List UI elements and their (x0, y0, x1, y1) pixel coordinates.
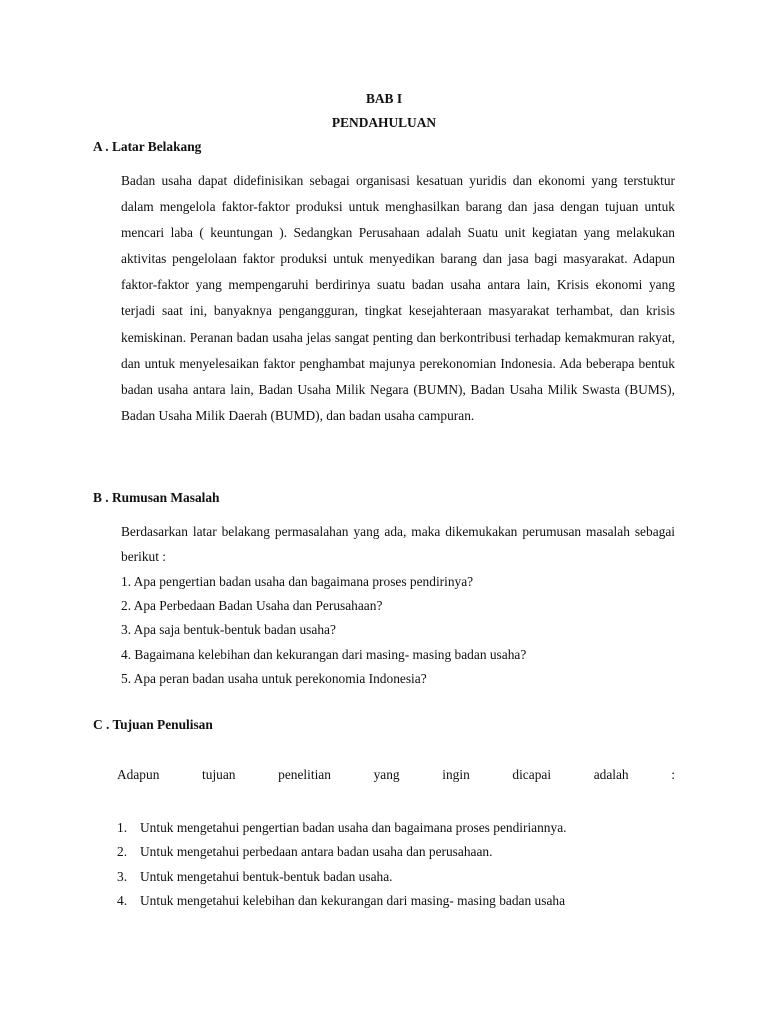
list-item (117, 889, 677, 913)
intro-word: Adapun (117, 767, 160, 782)
intro-word: penelitian (278, 767, 331, 782)
list-item-number: 1. (117, 820, 128, 835)
list-item-text: Untuk mengetahui bentuk-bentuk badan usaha. (140, 868, 393, 884)
list-item: 1. Apa pengertian badan usaha dan bagaimana proses pendirinya? (121, 574, 474, 589)
intro-word: dicapai (512, 767, 552, 782)
list-item-text: Untuk mengetahui kelebihan dan kekurangan dari masing- masing badan usaha (140, 893, 566, 909)
intro-word: tujuan (202, 767, 236, 782)
list-item: 4. Bagaimana kelebihan dan kekurangan dari masing- masing badan usaha? (121, 646, 527, 662)
chapter-number: BAB I (365, 91, 403, 106)
list-item: 2. Apa Perbedaan Badan Usaha dan Perusahaan? (121, 598, 383, 614)
section-c-heading: C . Tujuan Penulisan (93, 717, 213, 732)
problem-list (121, 570, 675, 691)
list-item: 3. Apa saja bentuk-bentuk badan usaha? (121, 622, 336, 638)
chapter-title: PENDAHULUAN (331, 115, 437, 130)
list-item-text: Untuk mengetahui perbedaan antara badan usaha dan perusahaan. (140, 844, 493, 860)
list-item (117, 816, 677, 840)
intro-word: adalah (593, 767, 629, 782)
list-item (117, 865, 677, 889)
section-a-heading: A . Latar Belakang (93, 139, 202, 154)
intro-word: yang (373, 767, 400, 782)
objective-list (117, 816, 677, 914)
section-a-paragraph: Badan usaha dapat didefinisikan sebagai organisasi kesatuan yuridis dan ekonomi yang terstuktur dalam mengelola faktor-faktor produksi untuk menghasilkan barang dan jasa dengan tujuan untuk mencari laba ( keuntungan ). Sedangkan Perusahaan adalah Suatu unit kegiatan yang melakukan aktivitas pengelolaan faktor produksi untuk menyedikan barang dan jasa bagi masyarakat. Adapun faktor-faktor yang mempengaruhi berdirinya suatu badan usaha antara lain, Krisis ekonomi yang terjadi saat ini, banyaknya pengangguran, tingkat kesejahteraan masyarakat terhambat, dan krisis kemiskinan. Peranan badan usaha jelas sangat penting dan berkontribusi terhadap kemakmuran rakyat, dan untuk menyelesaikan faktor penghambat majunya perekonomian Indonesia. Ada beberapa bentuk badan usaha antara lain, Badan Usaha Milik Negara (BUMN), Badan Usaha Milik Swasta (BUMS), Badan Usaha Milik Daerah (BUMD), dan badan usaha campuran. (121, 173, 675, 423)
list-item: 5. Apa peran badan usaha untuk perekonomia Indonesia? (121, 670, 427, 686)
intro-word: : (671, 767, 675, 782)
section-b-intro: Berdasarkan latar belakang permasalahan yang ada, maka dikemukakan perumusan masalah sebagai berikut : (121, 524, 675, 564)
section-b-heading: B . Rumusan Masalah (93, 490, 220, 505)
list-item-text: Untuk mengetahui pengertian badan usaha dan bagaimana proses pendiriannya. (140, 820, 567, 835)
intro-word: ingin (442, 767, 470, 782)
list-item-number: 3. (117, 868, 128, 884)
section-c-intro (117, 767, 675, 783)
list-item (117, 840, 677, 864)
list-item-number: 4. (117, 893, 128, 909)
list-item-number: 2. (117, 844, 128, 860)
